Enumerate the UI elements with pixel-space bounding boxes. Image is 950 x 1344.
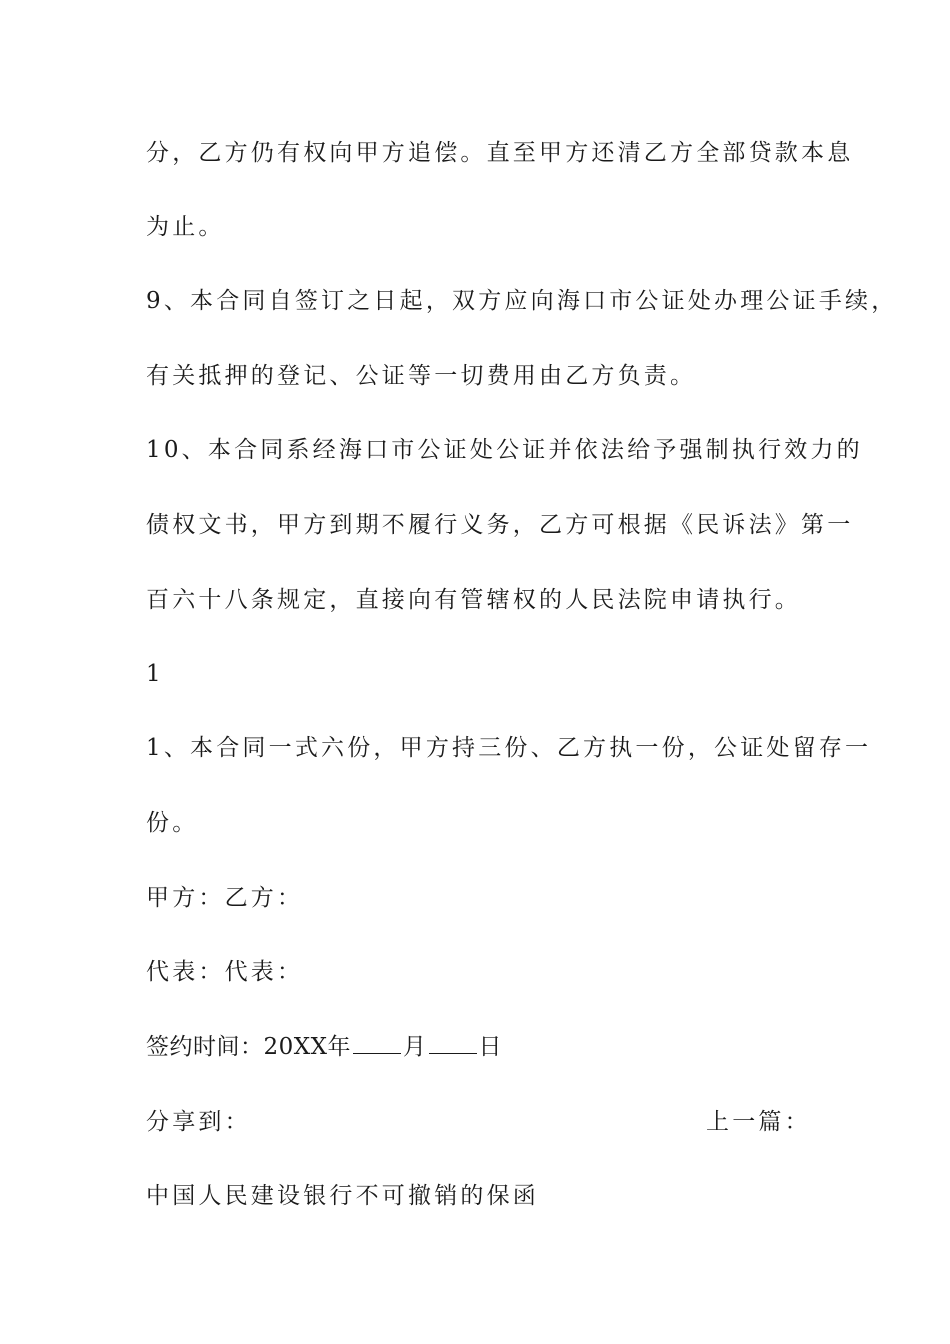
- party-line: 甲方：乙方：: [146, 885, 304, 911]
- representative-line: 代表：代表：: [146, 959, 304, 985]
- paragraph-line: 分，乙方仍有权向甲方追偿。直至甲方还清乙方全部贷款本息: [146, 140, 854, 166]
- month-label: 月: [403, 1034, 427, 1060]
- paragraph-line: 1、本合同一式六份，甲方持三份、乙方执一份，公证处留存一: [146, 735, 872, 761]
- paragraph-line: 有关抵押的登记、公证等一切费用由乙方负责。: [146, 363, 697, 389]
- signing-label: 签约时间：20XX年: [146, 1034, 352, 1060]
- paragraph-line: 百六十八条规定，直接向有管辖权的人民法院申请执行。: [146, 587, 801, 613]
- day-blank: [429, 1033, 477, 1054]
- prev-article-title-link[interactable]: 中国人民建设银行不可撤销的保函: [146, 1183, 539, 1209]
- paragraph-line: 债权文书，甲方到期不履行义务，乙方可根据《民诉法》第一: [146, 512, 854, 538]
- prev-article-label[interactable]: 上一篇：: [706, 1109, 811, 1135]
- paragraph-line: 10、本合同系经海口市公证处公证并依法给予强制执行效力的: [146, 437, 863, 463]
- paragraph-line: 份。: [146, 810, 199, 836]
- signing-date-line: [146, 1032, 502, 1062]
- page-number: 1: [146, 661, 164, 687]
- month-blank: [353, 1033, 401, 1054]
- day-label: 日: [478, 1034, 503, 1060]
- paragraph-line: 为止。: [146, 214, 225, 240]
- paragraph-line: 9、本合同自签订之日起，双方应向海口市公证处办理公证手续，: [146, 288, 898, 314]
- share-label[interactable]: 分享到：: [146, 1109, 251, 1135]
